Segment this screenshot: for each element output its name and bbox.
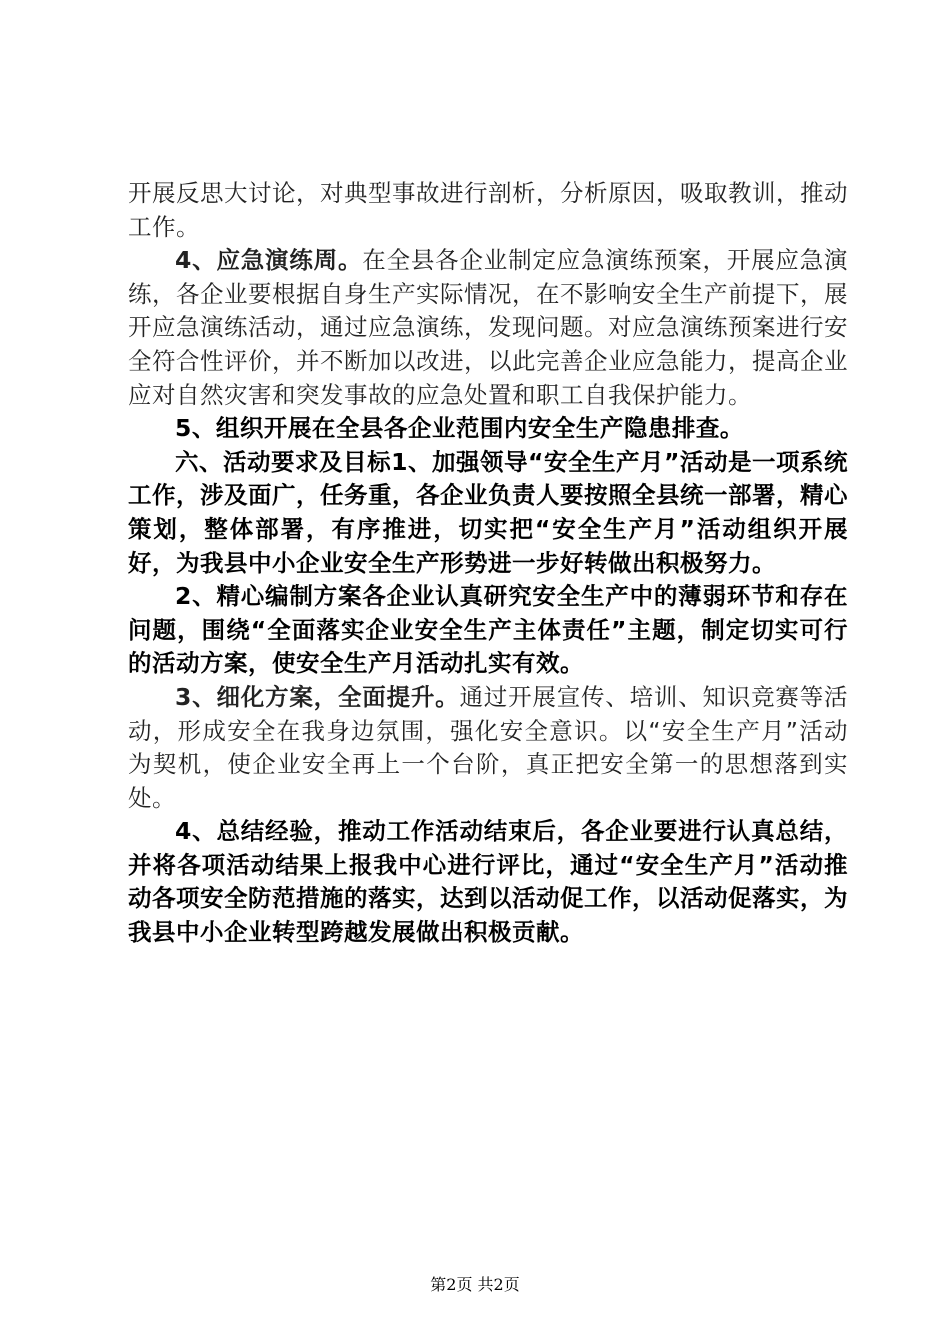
paragraph [128, 412, 848, 446]
paragraph-text: 开展反思大讨论，对典型事故进行剖析，分析原因，吸取教训，推动工作。 [128, 179, 848, 241]
paragraph-heading: 4、应急演练周。 [175, 246, 363, 275]
paragraph [128, 177, 848, 244]
document-body [128, 177, 848, 950]
paragraph [128, 446, 848, 580]
paragraph [128, 681, 848, 815]
paragraph-text: 5、组织开展在全县各企业范围内安全生产隐患排查。 [175, 414, 744, 443]
paragraph [128, 244, 848, 412]
paragraph-text: 六、活动要求及目标1、加强领导“安全生产月”活动是一项系统工作，涉及面广，任务重，各企业负责人要按照全县统一部署，精心策划，整体部署，有序推进，切实把“安全生产月”活动组织开展好，为我县中小企业安全生产形势进一步好转做出积极努力。 [128, 447, 848, 577]
paragraph-text: 通过开展宣传、培训、知识竞赛等活动，形成安全在我身边氛围，强化安全意识。以“安全生产月”活动为契机，使企业安全再上一个台阶，真正把安全第一的思想落到实处。 [128, 682, 849, 812]
paragraph-text: 2、精心编制方案各企业认真研究安全生产中的薄弱环节和存在问题，围绕“全面落实企业安全生产主体责任”主题，制定切实可行的活动方案，使安全生产月活动扎实有效。 [128, 582, 848, 678]
page-number-footer: 第2页 共2页 [430, 1275, 520, 1294]
paragraph [128, 815, 848, 949]
paragraph-text: 4、总结经验，推动工作活动结束后，各企业要进行认真总结，并将各项活动结果上报我中心进行评比，通过“安全生产月”活动推动各项安全防范措施的落实，达到以活动促工作，以活动促落实，为我县中小企业转型跨越发展做出积极贡献。 [128, 817, 848, 947]
paragraph-heading: 3、细化方案，全面提升。 [175, 682, 460, 711]
paragraph-text: 在全县各企业制定应急演练预案，开展应急演练，各企业要根据自身生产实际情况，在不影响安全生产前提下，展开应急演练活动，通过应急演练，发现问题。对应急演练预案进行安全符合性评价，并不断加以改进，以此完善企业应急能力，提高企业应对自然灾害和突发事故的应急处置和职工自我保护能力。 [128, 246, 848, 409]
paragraph [128, 580, 848, 681]
